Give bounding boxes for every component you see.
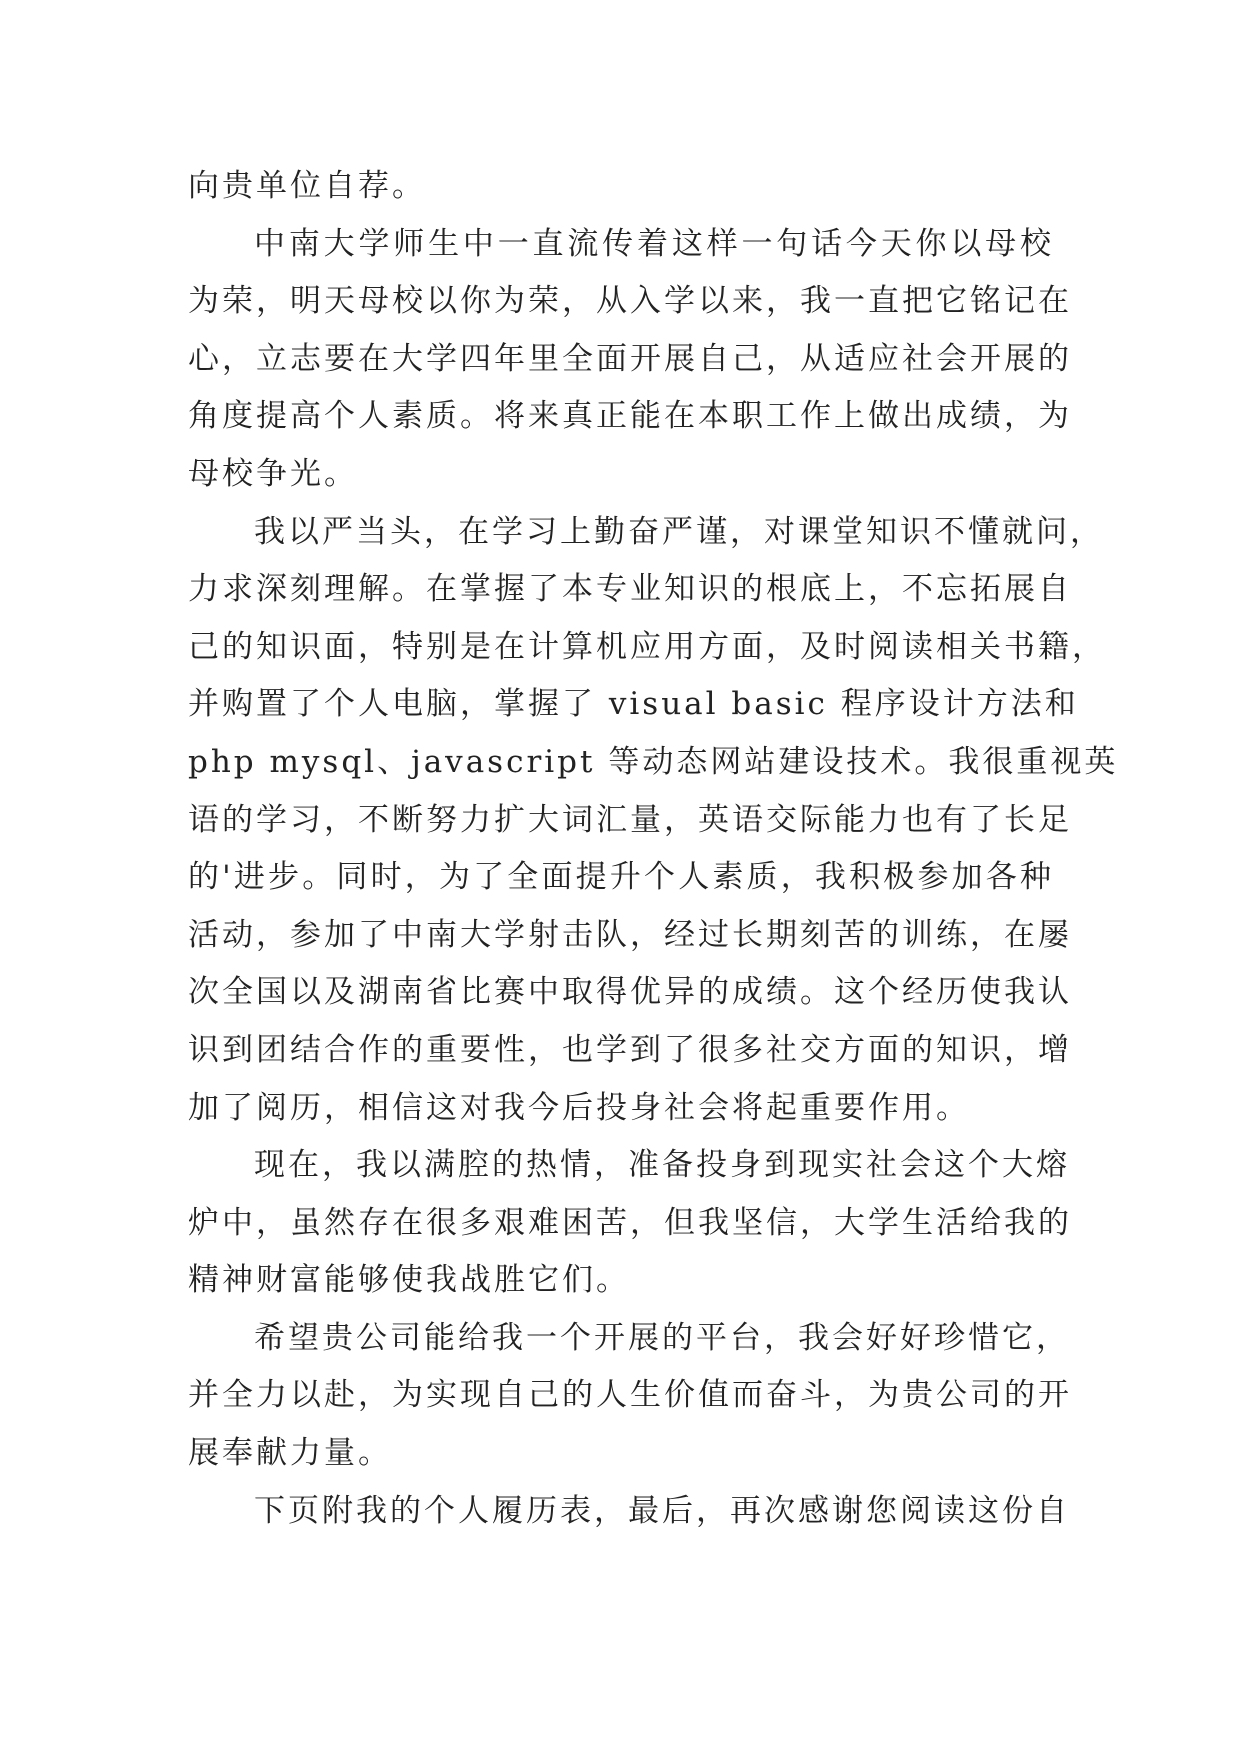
text-line: 现在，我以满腔的热情，准备投身到现实社会这个大熔 (254, 1147, 1070, 1184)
text-line: 我以严当头，在学习上勤奋严谨，对课堂知识不懂就问， (254, 513, 1104, 550)
paragraph (188, 504, 1119, 1138)
text-line: 识到团结合作的重要性，也学到了很多社交方面的知识，增 (188, 1031, 1072, 1068)
text-line: 并全力以赴，为实现自己的人生价值而奋斗，为贵公司的开 (188, 1377, 1072, 1414)
text-line: 母校争光。 (188, 455, 358, 492)
text-line: 展奉献力量。 (188, 1435, 392, 1472)
text-line: 炉中，虽然存在很多艰难困苦，但我坚信，大学生活给我的 (188, 1204, 1072, 1241)
text-line: 活动，参加了中南大学射击队，经过长期刻苦的训练，在屡 (188, 916, 1072, 953)
text-line: 并购置了个人电脑，掌握了 visual basic 程序设计方法和 (188, 686, 1079, 723)
text-line: 力求深刻理解。在掌握了本专业知识的根底上，不忘拓展自 (188, 571, 1072, 608)
text-line: 精神财富能够使我战胜它们。 (188, 1262, 630, 1299)
text-line: 向贵单位自荐。 (188, 168, 426, 204)
text-line: 心，立志要在大学四年里全面开展自己，从适应社会开展的 (188, 340, 1072, 377)
text-line: 次全国以及湖南省比赛中取得优异的成绩。这个经历使我认 (188, 974, 1072, 1011)
paragraph (188, 1310, 1072, 1483)
paragraph (188, 1137, 1072, 1310)
text-line: 的'进步。同时，为了全面提升个人素质，我积极参加各种 (188, 859, 1054, 896)
text-line: 下页附我的个人履历表，最后，再次感谢您阅读这份自 (254, 1492, 1070, 1529)
text-line: 角度提高个人素质。将来真正能在本职工作上做出成绩，为 (188, 398, 1072, 435)
text-line: 己的知识面，特别是在计算机应用方面，及时阅读相关书籍， (188, 628, 1106, 665)
text-line: 语的学习，不断努力扩大词汇量，英语交际能力也有了长足 (188, 801, 1072, 838)
text-line: php mysql、javascript 等动态网站建设技术。我很重视英 (188, 743, 1119, 780)
text-line: 希望贵公司能给我一个开展的平台，我会好好珍惜它， (254, 1319, 1070, 1356)
text-line: 为荣，明天母校以你为荣，从入学以来，我一直把它铭记在 (188, 283, 1072, 320)
paragraph (188, 158, 1054, 216)
paragraph (188, 216, 1072, 504)
paragraph (188, 1483, 1070, 1541)
document-body (188, 158, 1119, 1540)
text-line: 中南大学师生中一直流传着这样一句话今天你以母校 (254, 225, 1054, 262)
text-line: 加了阅历，相信这对我今后投身社会将起重要作用。 (188, 1089, 970, 1126)
